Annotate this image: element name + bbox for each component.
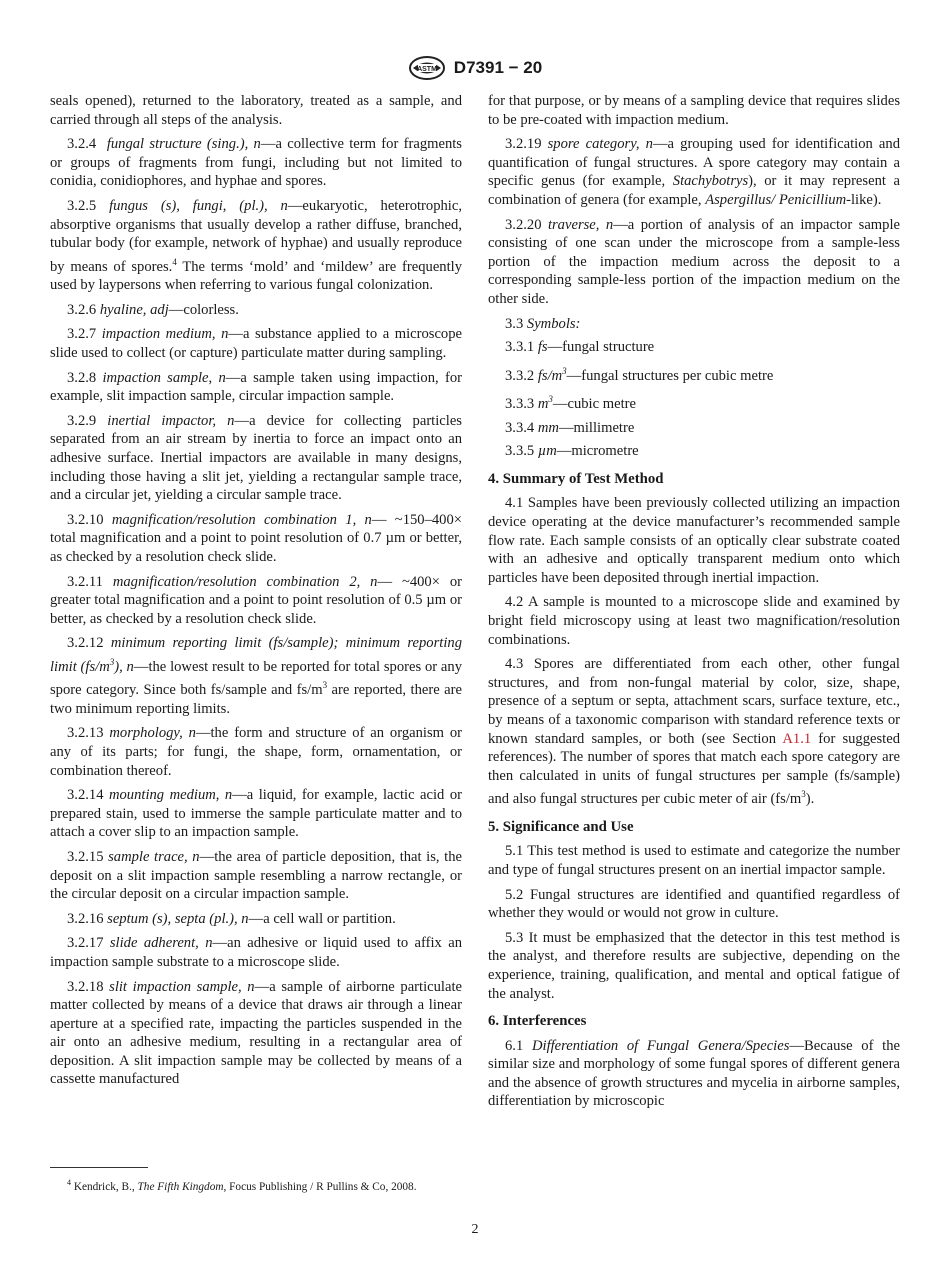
document-id: D7391 − 20 [453,58,543,77]
definition-3-2-14: 3.2.14 mounting medium, n—a liquid, for example, lactic acid or prepared stain, used to immerse the sample particulate matter and to attach a cover slip to an impaction sample. [50,787,462,841]
page-header [0,55,950,81]
definition-3-2-10: 3.2.10 magnification/resolution combination 1, n— ~150–400× total magnification and a point to point resolution of 0.7 µm or better, as checked by a resolution check slide. [50,511,463,565]
symbol-item: 3.3.2 $fs/m^3—fungal$ structures per cubic metre [505,365,774,384]
paragraph-4-1: 4.1 Samples have been previously collected utilizing an impaction device operating at the device manufacturer’s recommended sample flow rate. Each sample consists of an optically clear substrate coated with an adhesive and optically transparent medium onto which particles have been deposited through inertial impaction. [488,495,900,586]
section-heading-6: 6. Interferences [488,1013,587,1030]
footnote-divider [50,1167,148,1168]
definition-3-2-7: 3.2.7 impaction medium, n—a substance applied to a microscope slide used to collect (or capture) particulate matter during sampling. [50,326,462,361]
continued-paragraph-right: for that purpose, or by means of a sampling device that requires slides to be pre-coated with impaction medium. [488,93,900,128]
footnote: $^4$ Kendrick, B., The Fifth Kingdom, Focus Publishing / R Pullins & Co, 2008. [67,1178,417,1193]
definition-3-2-9: 3.2.9 inertial impactor, n—a device for collecting particles separated from an air stream by inertia to force an impact onto an adhesive surface. Inertial impactors are available in many designs, including those having a slit jet, yielding a rectangular sample trace, and a circular jet, yielding a circular sample trace. [50,412,462,504]
paragraph-5-1: 5.1 This test method is used to estimate and categorize the number and type of fungal structures present on an inertial impactor sample. [488,843,900,878]
definition-3-2-12: 3.2.12 minimum reporting limit (fs/sample); minimum reporting limit $(fs/m^3)$, n—the lowest result to be reported for total spores or any spore category. Since both fs/sample and $fs/m^3$ are reported, there are two minimum reporting limits. [50,635,462,717]
definition-3-2-4: 3.2.4 fungal structure (sing.), n—a collective term for fragments or groups of fragments from fungi, including but not limited to conidia, conidiophores, and hyphae and spores. [50,136,462,190]
section-heading-4: 4. Summary of Test Method [488,470,664,487]
definition-3-2-8: 3.2.8 impaction sample, n—a sample taken using impaction, for example, slit impaction sample, circular impaction sample. [50,369,462,405]
symbol-item: 3.3.4 mm—millimetre [505,419,635,436]
svg-text:ASTM: ASTM [416,66,437,73]
paragraph-5-3: 5.3 It must be emphasized that the detector in this test method is the analyst, and therefore results are subjective, depending on the experience, training, qualification, and mental and optical fatigue of the analyst. [488,929,900,1002]
page-number: 2 [471,1222,479,1237]
continued-paragraph: seals opened), returned to the laboratory, treated as a sample, and carried through all steps of the analysis. [50,93,462,128]
paragraph-5-2: 5.2 Fungal structures are identified and quantified regardless of whether they would or would not grow in culture. [488,886,900,922]
symbol-item: 3.3.3 $m^3—cubic$ metre [505,394,636,413]
symbols-heading: 3.3 Symbols: [505,315,581,332]
definition-3-2-20: 3.2.20 traverse, n—a portion of analysis of an impactor sample consisting of one scan under the microscope from a sample-less portion of the impaction medium across the deposit to a corresponding sample-less portion of the impaction medium on the other side. [488,216,900,307]
paragraph-4-2: 4.2 A sample is mounted to a microscope slide and examined by bright field microscopy using at least two magnification/resolution combinations. [488,594,900,648]
definition-3-2-15: 3.2.15 sample trace, n—the area of particle deposition, that is, the deposit on a slit impaction sample resembling a narrow rectangle, or the circular deposit on a circular impaction sample. [50,848,462,903]
definition-3-2-5: 3.2.5 fungus (s), fungi, (pl.), n—eukaryotic, heterotrophic, absorptive organisms that usually develop a rather diffuse, branched, tubular body (for example, network of hyphae) and usually reproduce by means of spores.$^4$ The terms ‘mold’ and ‘mildew’ are frequently used by laypersons when referring to various fungal colonization. [50,197,462,294]
section-link-a1-1[interactable]: A1.1 [782,730,812,747]
left-column [50,92,462,1095]
paragraph-4-3: 4.3 Spores are differentiated from each other, other fungal structures, and from non-fungal material by color, size, shape, presence of a septum or septa, attachment scars, surface texture, etc., by means of a taxonomic comparison with standard reference texts or known standard samples, or both (see Section A1.1 for suggested references). The number of spores that match each spore category are then calculated in units of fungal structures per sample (fs/sample) and also fungal structures per cubic meter of air $(fs/m^3)$. [488,656,901,808]
definition-3-2-19: 3.2.19 spore category, n—a grouping used for identification and quantification of fungal structures. A spore category may contain a specific genus (for example, Stachybotrys), or it may represent a combination of genera (for example, Aspergillus/ Penicillium-like). [488,136,900,208]
definition-3-2-11: 3.2.11 magnification/resolution combination 2, n— ~400× or greater total magnification and a point to point resolution of 0.5 µm or better, as checked by a resolution check slide. [50,573,462,627]
definition-3-2-13: 3.2.13 morphology, n—the form and structure of an organism or any of its parts; for fungi, the shape, form, ornamentation, or combination thereof. [50,725,462,779]
section-heading-5: 5. Significance and Use [488,818,634,835]
astm-logo-icon [408,55,446,81]
definition-3-2-18: 3.2.18 slit impaction sample, n—a sample of airborne particulate matter collected by means of a device that draws air through a linear aperture at a specified rate, impacting the particles suspended in the air onto an adhesive medium, resulting in a rectangular area of deposition. A slit impaction sample may be collected by means of a cassette manufactured [50,978,462,1088]
right-column [488,92,900,1117]
definition-3-2-6: 3.2.6 hyaline, adj—colorless. [67,301,239,318]
paragraph-6-1: 6.1 Differentiation of Fungal Genera/Species—Because of the similar size and morphology of some fungal spores of different genera and the absence of growth structures and mycelia in airborne samples, differentiation by microscopic [488,1037,901,1110]
definition-3-2-17: 3.2.17 slide adherent, n—an adhesive or liquid used to affix an impaction sample substrate to a microscope slide. [50,935,462,970]
definition-3-2-16: 3.2.16 septum (s), septa (pl.), n—a cell wall or partition. [67,910,396,927]
symbol-item: 3.3.1 fs—fungal structure [505,339,655,356]
symbol-item: 3.3.5 µm—micrometre [505,443,639,460]
